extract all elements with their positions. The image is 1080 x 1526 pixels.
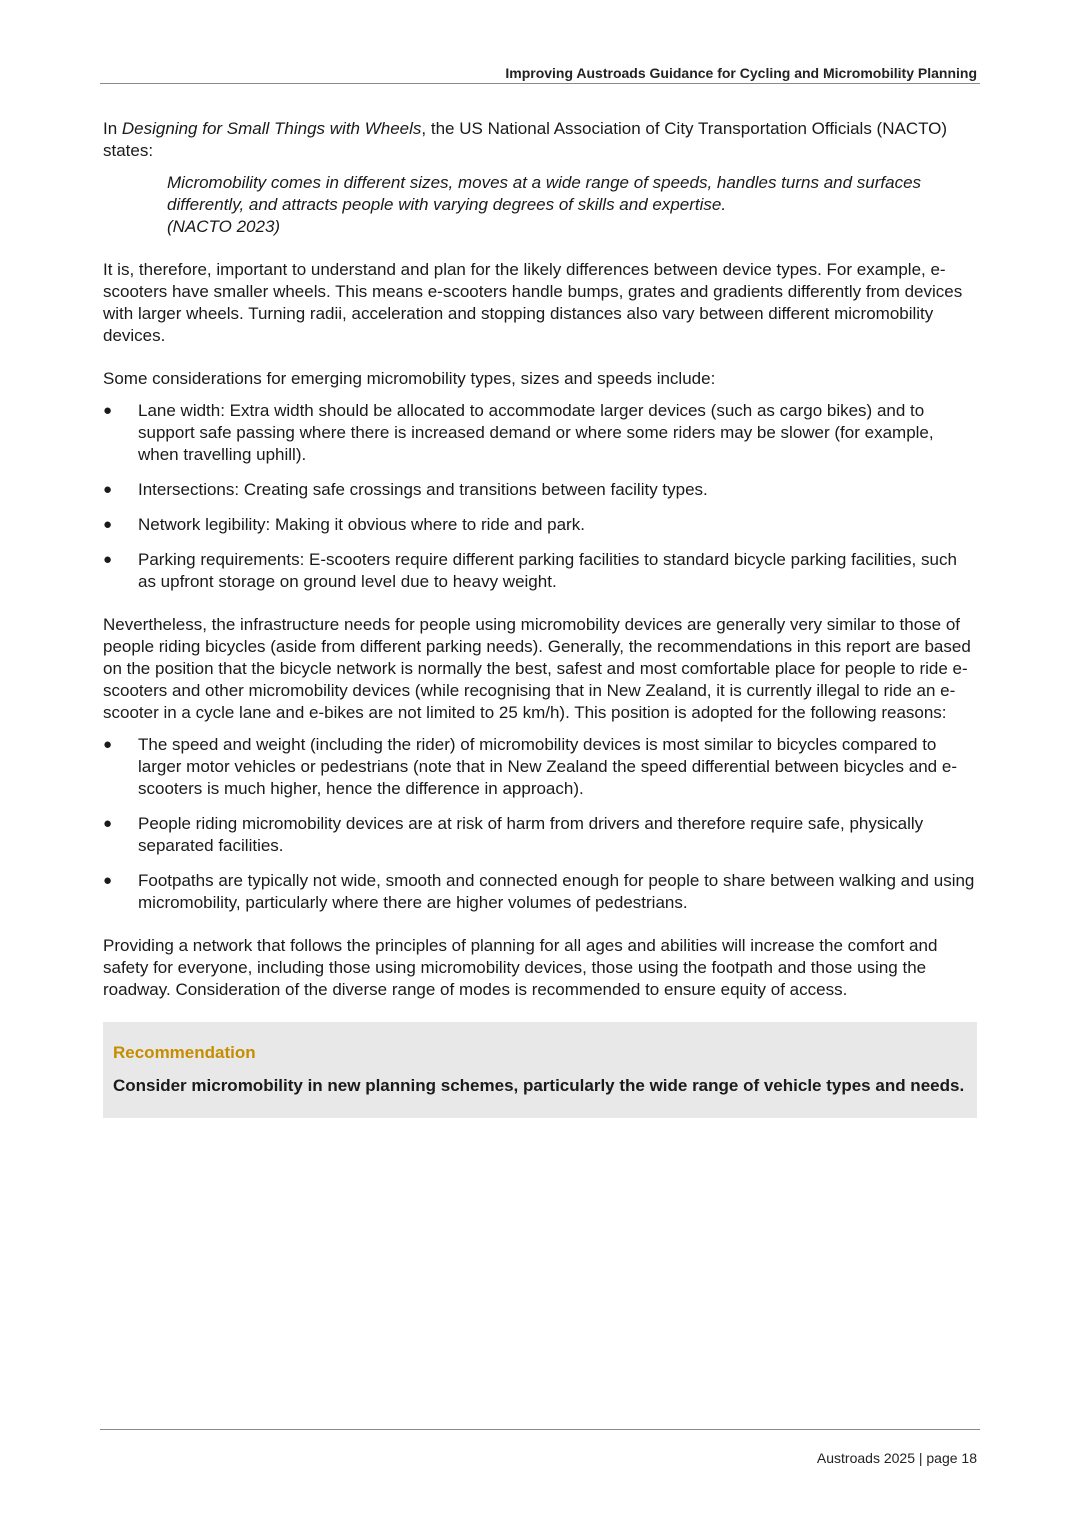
book-title: Designing for Small Things with Wheels: [121, 119, 422, 138]
list-item: [103, 734, 977, 800]
bullet-icon: ●: [103, 551, 113, 568]
quote-source: (NACTO 2023): [167, 217, 281, 236]
list-item-text: The speed and weight (including the rider) of micromobility devices is most similar to bicycles compared to larger motor vehicles or pedestrians (note that in New Zealand the speed differential between bicycles and e-scooters is much higher, hence the difference in approach).: [138, 735, 957, 798]
list-item-text: Parking requirements: E-scooters require different parking facilities to standard bicycle parking facilities, such as upfront storage on ground level due to heavy weight.: [138, 550, 957, 591]
paragraph-considerations-intro: Some considerations for emerging micromobility types, sizes and speeds include:: [103, 369, 716, 388]
intro-suffix: , the US National Association of City Transportation Officials (NACTO) states:: [103, 119, 948, 160]
running-header: Improving Austroads Guidance for Cycling and Micromobility Planning: [505, 65, 977, 81]
intro-paragraph: [103, 118, 977, 162]
paragraph-device-differences: It is, therefore, important to understand and plan for the likely differences between device types. For example, e-scooters have smaller wheels. This means e-scooters handle bumps, grates and gradients differently from devices with larger wheels. Turning radii, acceleration and stopping distances also vary between different micromobility devices.: [103, 260, 963, 345]
quote-text: Micromobility comes in different sizes, moves at a wide range of speeds, handles turns and surfaces differently, and attracts people with varying degrees of skills and expertise.: [167, 173, 922, 214]
list-item: [103, 549, 977, 593]
list-item: [103, 870, 977, 914]
reasons-list: [103, 734, 977, 914]
page-footer: Austroads 2025 | page 18: [816, 1450, 977, 1466]
considerations-list: [103, 400, 977, 593]
list-item: [103, 514, 977, 536]
list-item-text: Intersections: Creating safe crossings and transitions between facility types.: [138, 480, 708, 499]
list-item-text: Network legibility: Making it obvious where to ride and park.: [138, 515, 585, 534]
bullet-icon: ●: [103, 402, 113, 419]
header-divider: [100, 83, 980, 84]
bullet-icon: ●: [103, 516, 113, 533]
list-item: [103, 400, 977, 466]
paragraph-infrastructure-needs: Nevertheless, the infrastructure needs for people using micromobility devices are generally very similar to those of people riding bicycles (aside from different parking needs). Generally, the recommendations in this report are based on the position that the bicycle network is normally the best, safest and most comfortable place for people to ride e-scooters and other micromobility devices (while recognising that in New Zealand, it is currently illegal to ride an e-scooter in a cycle lane and e-bikes are not limited to 25 km/h). This position is adopted for the following reasons:: [103, 615, 971, 722]
list-item-text: People riding micromobility devices are at risk of harm from drivers and therefore require safe, physically separated facilities.: [138, 814, 924, 855]
list-item: [103, 813, 977, 857]
footer-divider: [100, 1429, 980, 1430]
list-item-text: Footpaths are typically not wide, smooth and connected enough for people to share between walking and using micromobility, particularly where there are higher volumes of pedestrians.: [138, 871, 975, 912]
recommendation-title: Recommendation: [113, 1043, 256, 1062]
bullet-icon: ●: [103, 872, 113, 889]
list-item-text: Lane width: Extra width should be allocated to accommodate larger devices (such as cargo bikes) and to support safe passing where there is increased demand or where some riders may be slower (for example, when travelling uphill).: [138, 401, 934, 464]
bullet-icon: ●: [103, 481, 113, 498]
list-item: [103, 479, 977, 501]
recommendation-text: Consider micromobility in new planning schemes, particularly the wide range of vehicle types and needs.: [113, 1076, 965, 1095]
recommendation-box: [103, 1022, 977, 1118]
intro-prefix: In: [103, 119, 122, 138]
bullet-icon: ●: [103, 736, 113, 753]
bullet-icon: ●: [103, 815, 113, 832]
block-quote: [167, 172, 977, 238]
paragraph-network-principles: Providing a network that follows the principles of planning for all ages and abilities will increase the comfort and safety for everyone, including those using micromobility devices, those using the footpath and those using the roadway. Consideration of the diverse range of modes is recommended to ensure equity of access.: [103, 936, 938, 999]
page-body: [103, 118, 977, 1118]
